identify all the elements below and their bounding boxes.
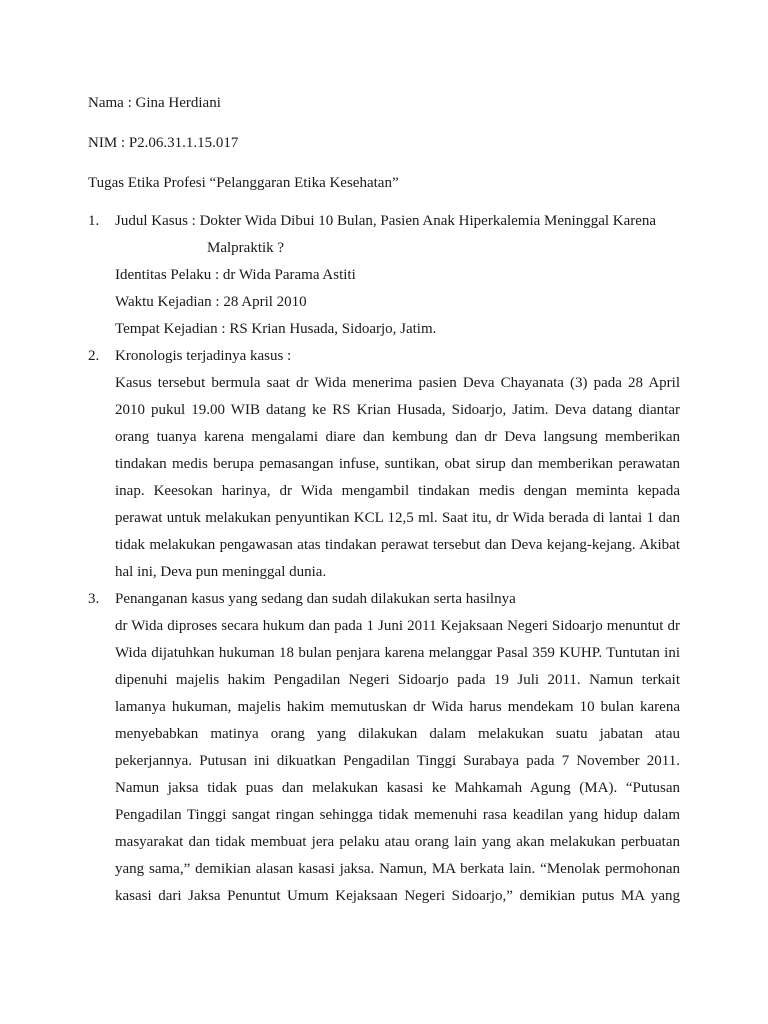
identitas-pelaku-line: Identitas Pelaku : dr Wida Parama Astiti: [115, 267, 356, 283]
section-3-line: pekerjannya. Putusan ini dikuatkan Pengadilan Tinggi Surabaya pada 7 November 2011.: [115, 753, 680, 769]
section-3-line: Pengadilan Tinggi sangat ringan sehingga tidak memenuhi rasa keadilan yang hidup dalam: [115, 807, 680, 823]
section-3-line: dipenuhi majelis hakim Pengadilan Negeri Sidoarjo pada 19 Juli 2011. Namun terkait: [115, 672, 680, 688]
section-1-number: 1.: [88, 213, 100, 229]
section-3-line: masyarakat dan tidak membuat jera pelaku atau orang lain yang akan melakukan perbuatan: [115, 834, 680, 850]
section-2-line: perawat untuk melakukan penyuntikan KCL 12,5 ml. Saat itu, dr Wida berada di lantai 1 dan: [115, 510, 680, 526]
section-3-line: dr Wida diproses secara hukum dan pada 1 Juni 2011 Kejaksaan Negeri Sidoarjo menuntut dr: [115, 618, 680, 634]
section-3-line: yang sama,” demikian alasan kasasi jaksa. Namun, MA berkata lain. “Menolak permohonan: [115, 861, 680, 877]
judul-kasus-line-2: Malpraktik ?: [207, 240, 285, 256]
tugas-line: Tugas Etika Profesi “Pelanggaran Etika Kesehatan”: [88, 175, 399, 191]
nama-line: Nama : Gina Herdiani: [88, 95, 221, 111]
section-3-number: 3.: [88, 591, 100, 607]
section-2-line: hal ini, Deva pun meninggal dunia.: [115, 564, 327, 580]
section-3-line: menyebabkan matinya orang yang dilakukan dalam melakukan suatu jabatan atau: [115, 726, 680, 742]
section-2-line: tindakan medis berupa pemasangan infuse, suntikan, obat sirup dan memberikan perawatan: [115, 456, 680, 472]
nim-line: NIM : P2.06.31.1.15.017: [88, 135, 239, 151]
section-3-line: Namun jaksa tidak puas dan melakukan kasasi ke Mahkamah Agung (MA). “Putusan: [115, 780, 680, 796]
section-3-line: kasasi dari Jaksa Penuntut Umum Kejaksaan Negeri Sidoarjo,” demikian putus MA yang: [115, 888, 680, 904]
section-2-line: Kasus tersebut bermula saat dr Wida menerima pasien Deva Chayanata (3) pada 28 April: [115, 375, 680, 391]
section-3-line: lamanya hukuman, majelis hakim memutuskan dr Wida harus mendekam 10 bulan karena: [115, 699, 680, 715]
section-3-line: Wida dijatuhkan hukuman 18 bulan penjara karena melanggar Pasal 359 KUHP. Tuntutan ini: [115, 645, 680, 661]
waktu-kejadian-line: Waktu Kejadian : 28 April 2010: [115, 294, 307, 310]
section-3-heading: Penanganan kasus yang sedang dan sudah dilakukan serta hasilnya: [115, 591, 516, 607]
tempat-kejadian-line: Tempat Kejadian : RS Krian Husada, Sidoarjo, Jatim.: [115, 321, 437, 337]
section-2-line: orang tuanya karena mengalami diare dan kembung dan dr Deva langsung memberikan: [115, 429, 680, 445]
section-2-line: inap. Keesokan harinya, dr Wida mengambil tindakan medis dengan meminta kepada: [115, 483, 680, 499]
section-2-line: 2010 pukul 19.00 WIB datang ke RS Krian Husada, Sidoarjo, Jatim. Deva datang diantar: [115, 402, 680, 418]
section-2-heading: Kronologis terjadinya kasus :: [115, 348, 292, 364]
section-2-line: tidak melakukan pengawasan atas tindakan perawat tersebut dan Deva kejang-kejang. Akibat: [115, 537, 680, 553]
section-2-number: 2.: [88, 348, 100, 364]
judul-kasus-line-1: Judul Kasus : Dokter Wida Dibui 10 Bulan, Pasien Anak Hiperkalemia Meninggal Karena: [115, 213, 657, 229]
